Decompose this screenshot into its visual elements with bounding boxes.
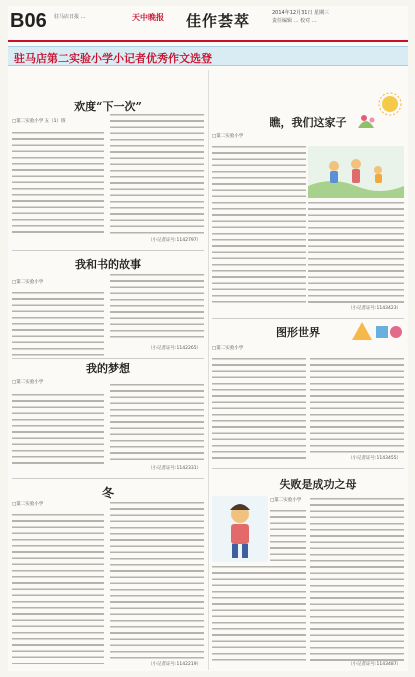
article-body-lines [12,132,104,236]
feature-banner [8,46,408,66]
article-title: 失败是成功之母 [279,478,357,491]
article-body-lines [110,502,204,662]
section-separator [12,478,204,479]
masthead [8,6,408,42]
reporter-id: （小记者证号:1142797） [148,238,202,243]
article-body-lines [310,358,404,454]
article-byline: □第二实验小学 [270,498,302,503]
masthead-small-text: 驻马店日报 … [54,14,86,20]
reporter-id: （小记者证号:1142219） [148,662,202,667]
newspaper-page [8,6,408,671]
article-body-lines [110,114,204,236]
editor-info: 责任编辑 … 校对 … [272,18,317,24]
reporter-id: （小记者证号:1142331） [148,466,202,471]
article-byline: □第二实验小学 [12,380,44,385]
reporter-id: （小记者证号:1143455） [348,456,402,461]
article-body-lines [212,358,306,462]
article-body-lines [212,566,306,662]
article-body-lines [12,292,104,356]
article-body-lines [110,274,204,342]
article-byline: □第二实验小学 [212,134,244,139]
section-separator [212,468,404,469]
article-title: 瞧，我们这家子 [269,116,347,129]
page-number: B06 [10,10,47,32]
article-byline: □第二实验小学 [12,280,44,285]
column-divider [208,70,209,670]
issue-date: 2014年12月31日 星期三 [272,10,330,16]
sun-flower-illustration [354,90,406,134]
article-byline: □第二实验小学 [212,346,244,351]
article-body-lines [212,146,306,306]
article-title: 我和书的故事 [75,258,141,271]
banner-title: 驻马店第二实验小学小记者优秀作文选登 [14,52,212,65]
article-title: 欢度“下一次” [74,100,142,113]
child-illustration [212,496,268,562]
article-body-lines [310,498,404,662]
reporter-id: （小记者证号:1143423） [348,306,402,311]
section-title: 佳作荟萃 [186,12,251,30]
article-title: 图形世界 [276,326,320,339]
newspaper-logo: 天中晚报 [132,13,164,22]
article-byline: □第二实验小学 [12,502,44,507]
article-body-lines [308,202,404,306]
family-illustration [308,146,404,198]
reporter-id: （小记者证号:1142265） [148,346,202,351]
article-title: 冬 [101,486,114,500]
shapes-illustration [348,318,404,344]
reporter-id: （小记者证号:1143487） [348,662,402,667]
article-body-lines [12,394,104,464]
section-separator [12,358,204,359]
article-body-lines [110,384,204,464]
article-byline: □第二实验小学 五（1）班 [12,119,66,124]
article-body-lines [12,514,104,664]
article-title: 我的梦想 [86,362,130,375]
article-body-lines [270,510,306,562]
section-separator [12,250,204,251]
